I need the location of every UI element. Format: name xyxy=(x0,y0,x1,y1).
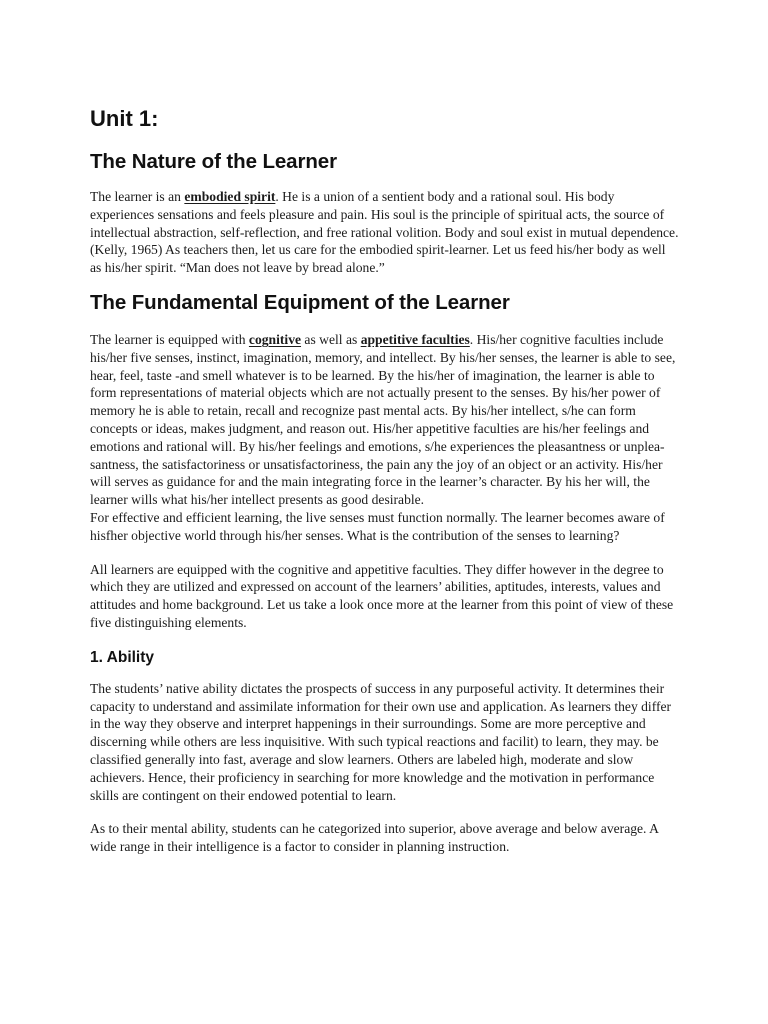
emphasis-embodied-spirit: embodied spirit xyxy=(184,189,276,204)
text-run: . He is a union of a sentient body and a rational soul. His body experiences sensations and feels pleasure and pain. His soul is the principle of spiritual acts, the source of intellectual abstraction, self-reflection, and free rational volition. Body and soul exist in mutual dependence. (Kelly, 1965) As teachers then, let us care for the embodied spirit-learner. Let us feed his/her body as well as his/her spirit. “Man does not leave by bread alone.” xyxy=(90,189,679,276)
text-run: as well as xyxy=(301,331,361,347)
section-heading-nature: The Nature of the Learner xyxy=(90,150,337,173)
section-heading-ability: 1. Ability xyxy=(90,648,155,666)
unit-title: Unit 1: xyxy=(90,106,159,131)
text-run: . His/her cognitive faculties include his/her five senses, instinct, imagination, memory, and intellect. By his/her senses, the learner is able to see, hear, feel, taste -and smell whatever is to be learned. By the his/her of imagination, the learner is able to form representations of material objects which are not actually present to the senses. By his/her power of memory he is able to retain, recall and recognize past mental acts. By his/her intellect, s/he can form concepts or ideas, makes judgment, and reason out. His/her appetitive faculties are his/her feelings and emotions and rational will. By his/her feelings and emotions, s/he experiences the pleasantness or unplea-santness, the satisfactoriness or unsatisfactoriness, the pain any the joy of an object or an activity. His/her will serves as guidance for and the main integrating force in the learner’s character. By his her will, the learner wills what his/her intellect presents as good desirable. xyxy=(90,331,676,508)
text-run: The learner is an xyxy=(90,189,185,204)
emphasis-appetitive-faculties: appetitive faculties xyxy=(360,331,470,347)
paragraph-nature xyxy=(90,188,680,277)
text-run: The learner is equipped with xyxy=(90,331,249,347)
section-heading-equipment: The Fundamental Equipment of the Learner xyxy=(90,290,510,314)
paragraph-ability-2: As to their mental ability, students can he categorized into superior, above average and below average. A wide range in their intelligence is a factor to consider in planning instruction. xyxy=(90,821,659,855)
emphasis-cognitive: cognitive xyxy=(248,331,302,347)
paragraph-ability-1: The students’ native ability dictates the prospects of success in any purposeful activity. It determines their capacity to understand and assimilate information for their own use and application. As learners they differ in the way they observe and interpret happenings in their surroundings. Some are more perceptive and discerning while others are less inquisitive. With such typical reactions and facilit) to learn, they may. be classified generally into fast, average and slow learners. Others are labeled high, moderate and slow achievers. Hence, their proficiency in searching for more knowledge and the motivation in performance skills are contingent on their endowed potential to learn. xyxy=(90,680,672,803)
paragraph-equipment-2: For effective and efficient learning, the live senses must function normally. The learner becomes aware of hisfher objective world through his/her senses. What is the contribution of the senses to learning? xyxy=(90,509,665,543)
paragraph-equipment-1 xyxy=(90,331,680,509)
document-content xyxy=(90,104,680,856)
paragraph-equipment-3: All learners are equipped with the cognitive and appetitive faculties. They differ however in the degree to which they are utilized and expressed on account of the learners’ abilities, aptitudes, interests, values and attitudes and home background. Let us take a look once more at the learner from this point of view of these five distinguishing elements. xyxy=(90,561,674,630)
